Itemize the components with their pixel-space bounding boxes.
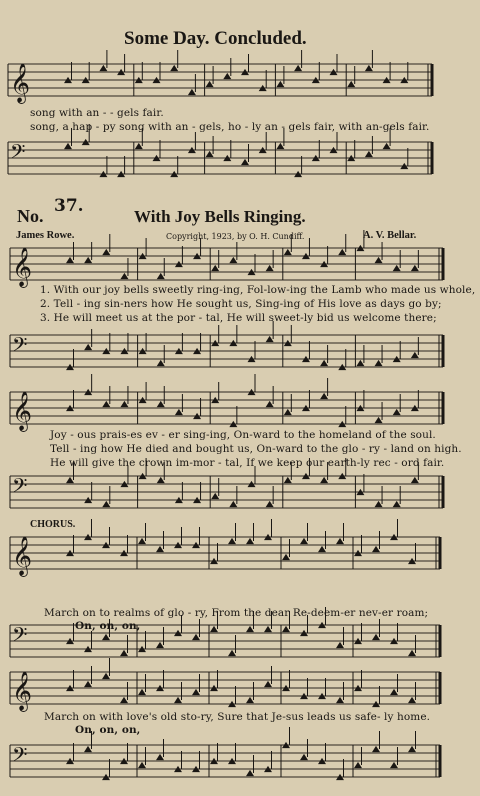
bass-clef-icon: 𝄢 bbox=[12, 623, 28, 651]
chorus-echo-2: On, on, on, bbox=[75, 724, 141, 736]
verse-2-line-2: Tell - ing how He died and bought us, On-ward to the glo - ry - land on high. bbox=[50, 443, 462, 455]
staff-top-bass bbox=[0, 130, 480, 190]
treble-clef-icon: 𝄞 bbox=[10, 63, 31, 103]
staff-1-bass bbox=[0, 323, 480, 383]
chorus-line-2: March on with love's old sto-ry, Sure that Je-sus leads us safe- ly home. bbox=[44, 711, 431, 723]
hymn-title: With Joy Bells Ringing. bbox=[134, 207, 306, 226]
composer: A. V. Bellar. bbox=[363, 230, 417, 241]
top-title: Some Day. Concluded. bbox=[124, 28, 307, 49]
author: James Rowe. bbox=[16, 230, 75, 241]
verse-3-line-2: He will give the crown im-mor - tal, If we keep our earth-ly rec - ord fair. bbox=[50, 457, 445, 469]
chorus-echo-1: On, on, on, bbox=[75, 620, 141, 632]
verse-1-line-2: Joy - ous prais-es ev - er sing-ing, On-ward to the homeland of the soul. bbox=[50, 429, 436, 441]
bass-clef-icon: 𝄢 bbox=[10, 140, 26, 168]
treble-clef-icon: 𝄞 bbox=[12, 247, 33, 287]
hymn-number: 37. bbox=[54, 196, 84, 216]
bass-clef-icon: 𝄢 bbox=[12, 333, 28, 361]
bass-clef-icon: 𝄢 bbox=[12, 743, 28, 771]
bass-clef-icon: 𝄢 bbox=[12, 474, 28, 502]
verse-3-line-1: 3. He will meet us at the por - tal, He will sweet-ly bid us welcome there; bbox=[40, 312, 437, 324]
treble-clef-icon: 𝄞 bbox=[12, 536, 33, 576]
treble-clef-icon: 𝄞 bbox=[12, 391, 33, 431]
staff-4-bass bbox=[0, 733, 480, 793]
verse-2-line-1: 2. Tell - ing sin-ners how He sought us, Sing-ing of His love as days go by; bbox=[40, 298, 442, 310]
treble-clef-icon: 𝄞 bbox=[12, 671, 33, 711]
hymn-number-prefix: No. bbox=[17, 206, 44, 226]
chorus-line-1: March on to realms of glo - ry, From the dear Re-deem-er nev-er roam; bbox=[44, 607, 429, 619]
top-lyric-line-2: song, a hap - py song with an - gels, ho - ly an - gels fair, with an-gels fair. bbox=[30, 121, 430, 133]
top-lyric-line-1: song with an - - gels fair. bbox=[30, 107, 164, 119]
verse-1-line-1: 1. With our joy bells sweetly ring-ing, Fol-low-ing the Lamb who made us whole, bbox=[40, 284, 476, 296]
staff-2-bass bbox=[0, 464, 480, 524]
chorus-label: CHORUS. bbox=[30, 519, 76, 530]
staff-top-treble bbox=[0, 52, 480, 112]
staff-3-treble bbox=[0, 525, 480, 585]
copyright: Copyright, 1923, by O. H. Cundiff. bbox=[166, 232, 305, 241]
